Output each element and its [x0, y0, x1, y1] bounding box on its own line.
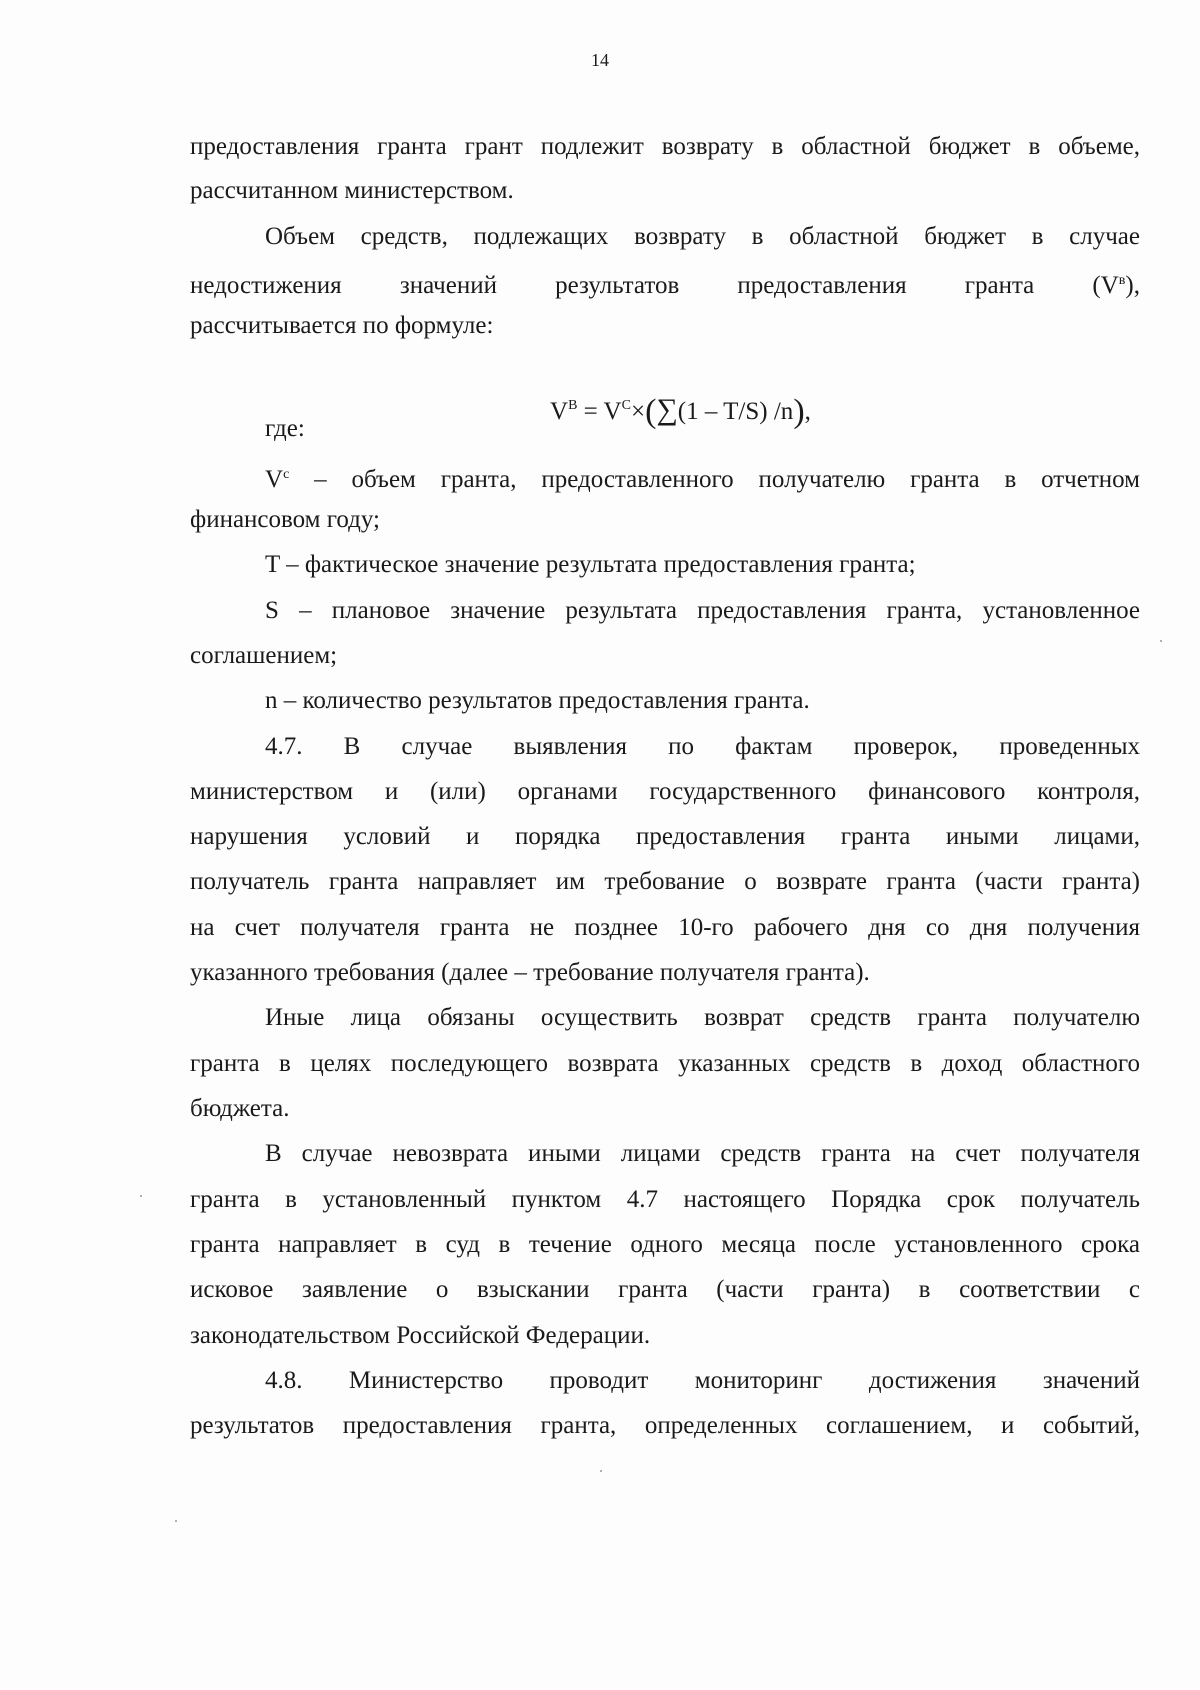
scan-speck — [1160, 640, 1162, 642]
text-line: финансовом году; — [190, 506, 381, 533]
text-line: рассчитывается по формуле: — [190, 312, 494, 339]
text-line: Иные лица обязаны осуществить возврат средств гранта получателю — [265, 1004, 1140, 1031]
page-number: 14 — [591, 50, 609, 70]
text-line: n – количество результатов предоставления гранта. — [265, 687, 810, 714]
scan-speck — [600, 1470, 602, 1472]
text-line: где: — [265, 415, 305, 442]
text-line: 4.7. В случае выявления по фактам проверок, проведенных — [265, 733, 1140, 760]
text-line: получатель гранта направляет им требование о возврате гранта (части гранта) — [190, 868, 1140, 895]
text-line: гранта направляет в суд в течение одного месяца после установленного срока — [190, 1231, 1140, 1258]
text-line: законодательством Российской Федерации. — [190, 1322, 651, 1349]
text-line: S – плановое значение результата предоставления гранта, установленное — [265, 597, 1140, 624]
text-line: указанного требования (далее – требование получателя гранта). — [190, 959, 870, 986]
text-line: исковое заявление о взыскании гранта (части гранта) в соответствии с — [190, 1276, 1140, 1303]
text-line: нарушения условий и порядка предоставления гранта иными лицами, — [190, 823, 1140, 850]
scan-speck — [140, 1195, 142, 1197]
text-line: предоставления гранта грант подлежит возврату в областной бюджет в объеме, — [190, 133, 1140, 160]
text-line: на счет получателя гранта не позднее 10-го рабочего дня со дня получения — [190, 914, 1140, 941]
text-line: министерством и (или) органами государственного финансового контроля, — [190, 778, 1140, 805]
text-line: результатов предоставления гранта, определенных соглашением, и событий, — [190, 1412, 1140, 1439]
text-line: рассчитанном министерством. — [190, 177, 514, 204]
text-line: бюджета. — [190, 1095, 290, 1122]
text-line: T – фактическое значение результата предоставления гранта; — [265, 551, 916, 578]
text-line: соглашением; — [190, 642, 338, 669]
text-line: В случае невозврата иными лицами средств гранта на счет получателя — [265, 1140, 1140, 1167]
text-line: гранта в установленный пунктом 4.7 настоящего Порядка срок получатель — [190, 1186, 1140, 1213]
text-line: гранта в целях последующего возврата указанных средств в доход областного — [190, 1050, 1140, 1077]
text-line: 4.8. Министерство проводит мониторинг достижения значений — [265, 1367, 1140, 1394]
text-line: недостижения значений результатов предоставления гранта $(V^в)$, — [190, 272, 1140, 299]
text-line: Объем средств, подлежащих возврату в областной бюджет в случае — [265, 223, 1140, 250]
text-line: $V^с$ – объем гранта, предоставленного получателю гранта в отчетном — [265, 466, 1140, 493]
return-formula: $V^B = V^C\times(\sum(1 - T/S)$ /n), — [550, 393, 811, 430]
scan-speck — [175, 1520, 177, 1522]
